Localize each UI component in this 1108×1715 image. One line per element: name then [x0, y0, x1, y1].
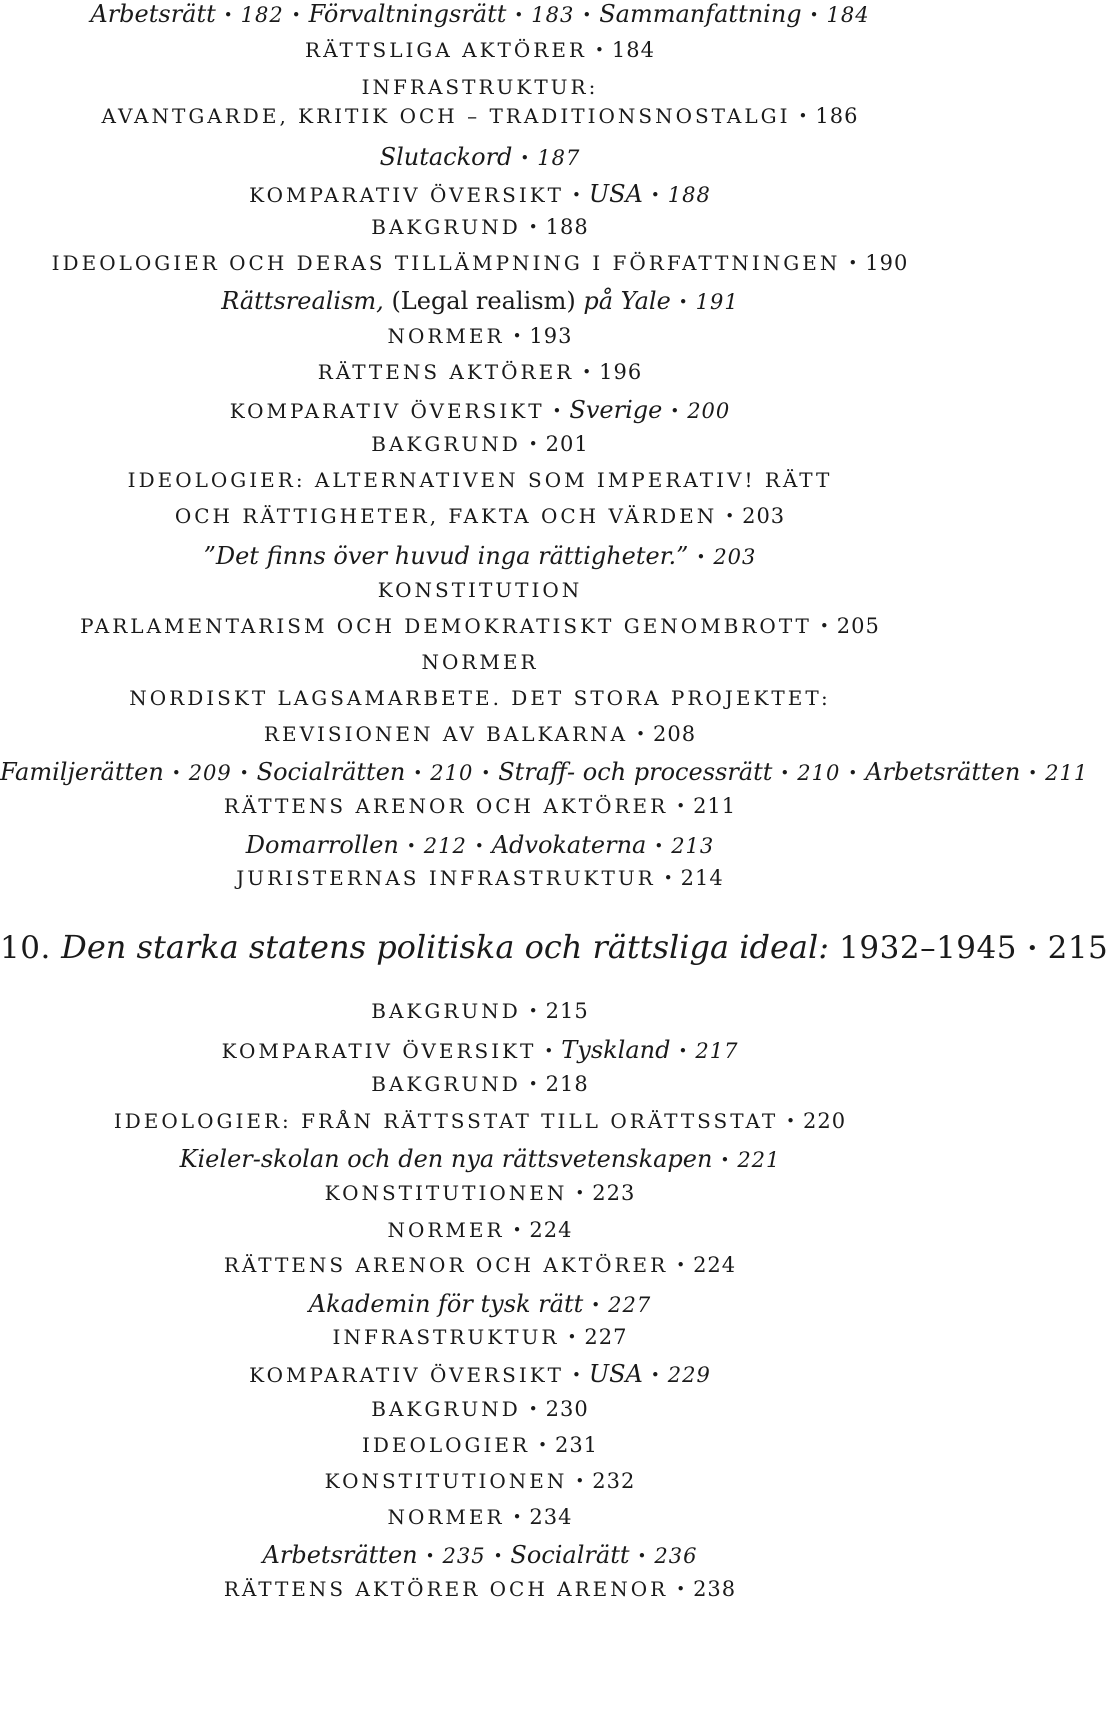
section-title: BAKGRUND	[371, 215, 521, 239]
section-title: BAKGRUND	[371, 432, 521, 456]
page-number: 188	[545, 215, 589, 239]
section-title: KONSTITUTION	[377, 578, 583, 602]
toc-entry	[0, 1074, 960, 1095]
page-number: 203	[713, 545, 757, 569]
bullet-separator: •	[798, 107, 808, 125]
bullet-separator: •	[670, 402, 680, 420]
section-title: NORMER	[387, 1218, 505, 1242]
section-title: IDEOLOGIER OCH DERAS TILLÄMPNING I FÖRFATTNINGEN	[51, 251, 841, 275]
toc-entry	[0, 796, 960, 817]
toc-entry	[0, 652, 960, 672]
bullet-separator: •	[678, 1042, 688, 1060]
page-number: 10.	[0, 930, 62, 966]
toc-entry	[0, 217, 960, 238]
bullet-separator: •	[481, 764, 491, 782]
bullet-separator: •	[512, 327, 522, 345]
section-title: KONSTITUTIONEN	[324, 1469, 568, 1493]
section-title: JURISTERNAS INFRASTRUKTUR	[236, 866, 656, 890]
bullet-separator: •	[552, 402, 562, 420]
subsection-title: Slutackord	[379, 143, 513, 171]
toc-entry	[0, 106, 960, 127]
page-number: 227	[584, 1325, 628, 1349]
page-number: 184	[611, 38, 655, 62]
subsection-title: Domarrollen	[245, 831, 399, 859]
bullet-separator: •	[406, 837, 416, 855]
bullet-separator: •	[637, 1547, 647, 1565]
page-number: 184	[826, 3, 870, 27]
bullet-separator: •	[223, 6, 233, 24]
toc-entry	[0, 1292, 960, 1316]
page-number: 221	[737, 1148, 781, 1172]
toc-entry	[0, 289, 960, 313]
toc-entry	[0, 1038, 960, 1062]
subsection-title: Straff- och processrätt	[498, 758, 773, 786]
bullet-separator: •	[819, 617, 829, 635]
toc-entry	[0, 868, 960, 889]
bullet-separator: •	[528, 218, 538, 236]
toc-entry	[0, 362, 960, 383]
section-title: IDEOLOGIER	[361, 1433, 531, 1457]
page-number: 214	[680, 866, 724, 890]
section-title: PARLAMENTARISM OCH DEMOKRATISKT GENOMBROTT	[80, 614, 812, 638]
subsection-title: Förvaltningsrätt	[308, 0, 507, 28]
page-number: 190	[865, 251, 909, 275]
bullet-separator: •	[239, 764, 249, 782]
bullet-separator: •	[1026, 938, 1038, 959]
section-title: RÄTTENS ARENOR OCH AKTÖRER	[223, 1253, 669, 1277]
bullet-separator: •	[493, 1547, 503, 1565]
section-title: AVANTGARDE, KRITIK OCH – TRADITIONSNOSTALGI	[101, 104, 791, 128]
section-title: KOMPARATIV ÖVERSIKT	[229, 399, 545, 423]
page-number: 196	[599, 360, 643, 384]
page-number: 211	[693, 794, 737, 818]
subsection-title: Tyskland	[561, 1036, 671, 1064]
bullet-separator: •	[696, 548, 706, 566]
page-number: 224	[529, 1218, 573, 1242]
bullet-separator: •	[567, 1328, 577, 1346]
page-number: 217	[695, 1039, 739, 1063]
toc-entry	[0, 1362, 960, 1386]
page-number: 187	[537, 146, 581, 170]
toc-entry	[0, 2, 960, 26]
subsection-title: Den starka statens politiska och rättsliga ideal:	[61, 928, 840, 966]
toc-entry	[0, 580, 960, 600]
page-number: 186	[815, 104, 859, 128]
subsection-title: Kieler-skolan och den nya rättsvetenskapen	[179, 1145, 713, 1173]
bullet-separator: •	[636, 725, 645, 743]
section-title: NORMER	[387, 324, 505, 348]
toc-entry	[0, 1255, 960, 1276]
section-title: INFRASTRUKTUR:	[361, 75, 599, 99]
toc-entry	[0, 434, 960, 455]
section-title: RÄTTSLIGA AKTÖRER	[305, 38, 587, 62]
page-number: 205	[836, 614, 880, 638]
page-number: 203	[742, 504, 786, 528]
bullet-separator: •	[848, 254, 858, 272]
page-number: 215	[1047, 930, 1108, 966]
page-number: 231	[554, 1433, 599, 1457]
bullet-separator: •	[425, 1547, 435, 1565]
toc-entry	[0, 253, 960, 274]
subsection-title: (Legal realism)	[391, 287, 584, 315]
toc-entry	[0, 688, 960, 708]
toc-entry	[0, 1507, 960, 1528]
page-number: 223	[592, 1181, 636, 1205]
bullet-separator: •	[572, 186, 581, 204]
bullet-separator: •	[591, 1296, 601, 1314]
section-title: REVISIONEN AV BALKARNA	[263, 722, 629, 746]
toc-entry	[0, 77, 960, 97]
page-number: 230	[545, 1397, 589, 1421]
bullet-separator: •	[848, 764, 858, 782]
toc-entry	[0, 470, 960, 490]
bullet-separator: •	[514, 6, 524, 24]
bullet-separator: •	[725, 507, 735, 525]
toc-entry	[0, 1543, 960, 1567]
bullet-separator: •	[595, 41, 604, 59]
subsection-title: på Yale	[583, 287, 671, 315]
page-number: 182	[240, 3, 284, 27]
subsection-title: Sammanfattning	[599, 0, 802, 28]
toc-entry	[0, 326, 960, 347]
bullet-separator: •	[676, 1580, 686, 1598]
bullet-separator: •	[582, 6, 592, 24]
section-title: RÄTTENS AKTÖRER	[317, 360, 575, 384]
page-number: 191	[695, 290, 739, 314]
section-title: BAKGRUND	[371, 1397, 521, 1421]
section-title: RÄTTENS AKTÖRER OCH ARENOR	[223, 1577, 669, 1601]
toc-entry	[0, 724, 960, 745]
bullet-separator: •	[676, 1256, 686, 1274]
toc-entry	[0, 1327, 960, 1348]
bullet-separator: •	[575, 1184, 585, 1202]
section-title: NORMER	[421, 650, 539, 674]
toc-entry	[0, 40, 960, 61]
subsection-title: Socialrätt	[510, 1541, 630, 1569]
section-title: IDEOLOGIER: FRÅN RÄTTSSTAT TILL ORÄTTSSTAT	[113, 1109, 779, 1133]
chapter-heading	[0, 928, 1108, 966]
page-number: 209	[188, 761, 232, 785]
bullet-separator: •	[520, 149, 530, 167]
bullet-separator: •	[786, 1112, 796, 1130]
bullet-separator: •	[528, 435, 538, 453]
bullet-separator: •	[528, 1002, 538, 1020]
toc-entry	[0, 1435, 960, 1456]
page-number: 208	[652, 722, 697, 746]
bullet-separator: •	[512, 1221, 522, 1239]
section-title: IDEOLOGIER: ALTERNATIVEN SOM IMPERATIV! RÄTT	[127, 468, 833, 492]
section-title: BAKGRUND	[371, 1072, 521, 1096]
toc-entry	[0, 544, 960, 568]
page-number: 236	[654, 1544, 698, 1568]
bullet-separator: •	[512, 1508, 522, 1526]
bullet-separator: •	[474, 837, 484, 855]
toc-entry	[0, 1111, 960, 1132]
page-number: 215	[545, 999, 589, 1023]
toc-entry	[0, 1471, 960, 1492]
bullet-separator: •	[544, 1042, 554, 1060]
bullet-separator: •	[654, 837, 664, 855]
section-title: NORDISKT LAGSAMARBETE. DET STORA PROJEKTET:	[129, 686, 831, 710]
page-number: 238	[693, 1577, 737, 1601]
bullet-separator: •	[809, 6, 819, 24]
bullet-separator: •	[780, 764, 790, 782]
bullet-separator: •	[663, 869, 673, 887]
subsection-title: USA	[588, 1360, 643, 1388]
bullet-separator: •	[413, 764, 423, 782]
bullet-separator: •	[720, 1151, 730, 1169]
section-title: KOMPARATIV ÖVERSIKT	[221, 1039, 537, 1063]
page-number: 229	[667, 1363, 711, 1387]
bullet-separator: •	[650, 1366, 660, 1384]
section-title: BAKGRUND	[371, 999, 521, 1023]
bullet-separator: •	[528, 1075, 538, 1093]
subsection-title: Socialrätten	[256, 758, 406, 786]
subsection-title: Familjerätten	[0, 758, 164, 786]
bullet-separator: •	[650, 186, 660, 204]
bullet-separator: •	[291, 6, 301, 24]
toc-entry	[0, 398, 960, 422]
toc-entry	[0, 1579, 960, 1600]
toc-entry	[0, 1001, 960, 1022]
bullet-separator: •	[575, 1472, 585, 1490]
toc-entry	[0, 1183, 960, 1204]
page-number: 1932–1945	[839, 930, 1017, 966]
page-number: 200	[687, 399, 731, 423]
section-title: KOMPARATIV ÖVERSIKT	[249, 183, 564, 207]
bullet-separator: •	[582, 363, 592, 381]
section-title: KONSTITUTIONEN	[324, 1181, 568, 1205]
subsection-title: Arbetsrätten	[865, 758, 1021, 786]
bullet-separator: •	[676, 797, 686, 815]
page-number: 220	[803, 1109, 847, 1133]
page-number: 183	[531, 3, 575, 27]
bullet-separator: •	[678, 293, 688, 311]
bullet-separator: •	[528, 1400, 538, 1418]
toc-entry	[0, 145, 960, 169]
page-number: 213	[671, 834, 715, 858]
toc-entry	[0, 1147, 960, 1171]
bullet-separator: •	[572, 1366, 581, 1384]
bullet-separator: •	[1028, 764, 1038, 782]
bullet-separator: •	[171, 764, 181, 782]
bullet-separator: •	[538, 1436, 547, 1454]
page-number: 232	[592, 1469, 636, 1493]
page-number: 218	[545, 1072, 589, 1096]
subsection-title: USA	[588, 180, 643, 208]
section-title: NORMER	[387, 1505, 505, 1529]
subsection-title: Arbetsrätten	[262, 1541, 418, 1569]
section-title: INFRASTRUKTUR	[332, 1325, 560, 1349]
page-number: 193	[529, 324, 573, 348]
page-number: 224	[693, 1253, 737, 1277]
subsection-title: Sverige	[569, 396, 663, 424]
page-number: 235	[442, 1544, 486, 1568]
toc-entry	[0, 833, 960, 857]
subsection-title: Arbetsrätt	[90, 0, 216, 28]
toc-entry	[0, 616, 960, 637]
page-number: 210	[430, 761, 474, 785]
page-number: 227	[608, 1293, 652, 1317]
toc-entry	[0, 1399, 960, 1420]
page-number: 188	[667, 183, 711, 207]
subsection-title: Akademin för tysk rätt	[308, 1290, 584, 1318]
subsection-title: Advokaterna	[491, 831, 647, 859]
toc-entry	[0, 1220, 960, 1241]
subsection-title: ”Det finns över huvud inga rättigheter.”	[203, 542, 689, 570]
page-number: 210	[797, 761, 841, 785]
toc-entry	[0, 182, 960, 206]
section-title: KOMPARATIV ÖVERSIKT	[249, 1363, 564, 1387]
subsection-title: Rättsrealism,	[221, 287, 392, 315]
section-title: OCH RÄTTIGHETER, FAKTA OCH VÄRDEN	[174, 504, 718, 528]
page-number: 211	[1045, 761, 1089, 785]
page-number: 234	[529, 1505, 573, 1529]
page-number: 201	[545, 432, 589, 456]
section-title: RÄTTENS ARENOR OCH AKTÖRER	[223, 794, 669, 818]
toc-entry	[0, 758, 1089, 786]
toc-entry	[0, 506, 960, 527]
page-number: 212	[423, 834, 467, 858]
